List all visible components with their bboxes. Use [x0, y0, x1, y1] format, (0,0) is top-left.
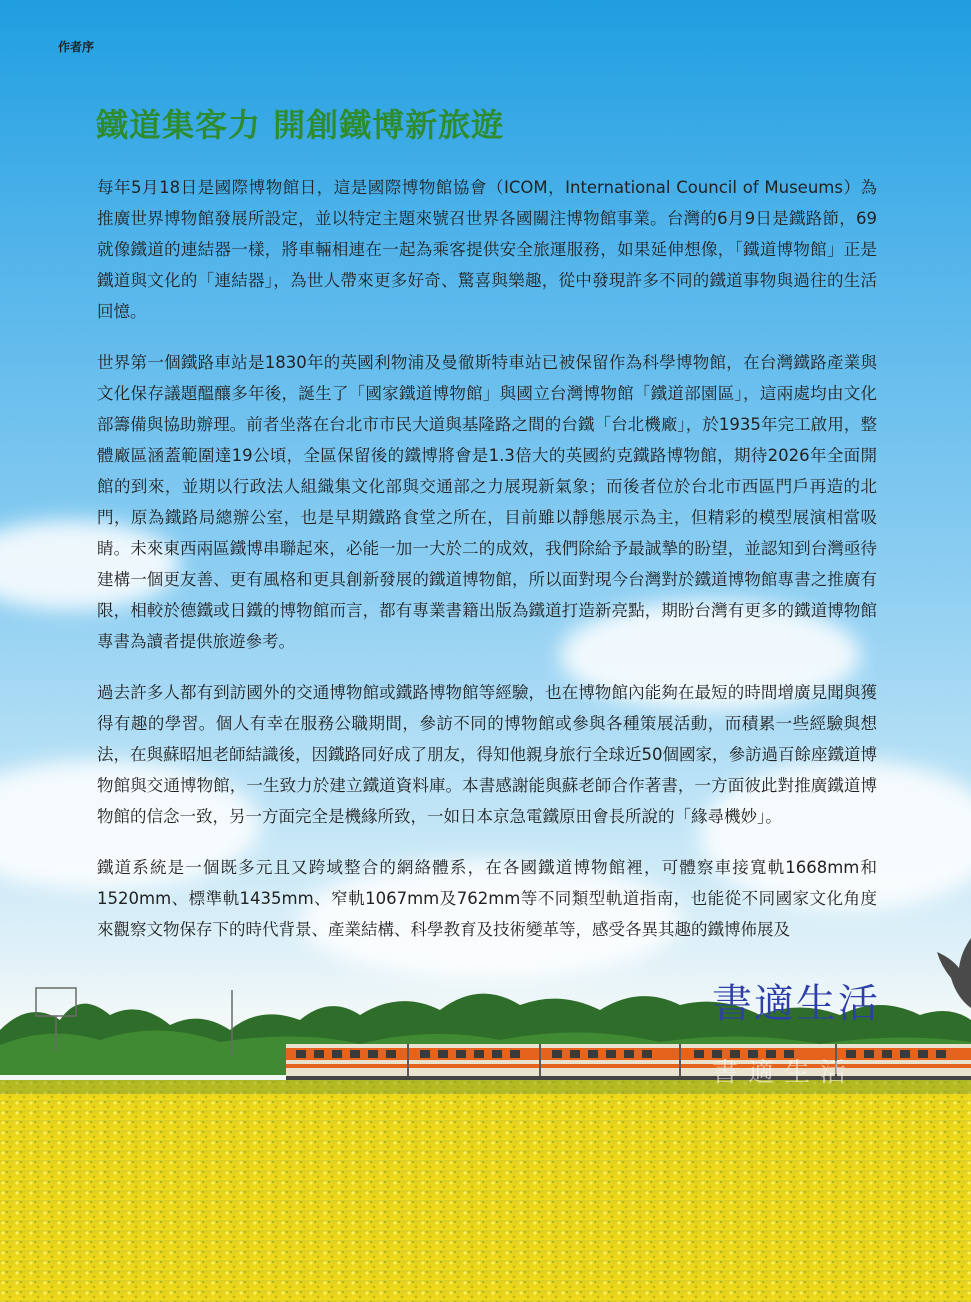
bird-silhouette-icon — [937, 938, 971, 1008]
rapeseed-field — [0, 1080, 971, 1302]
paragraph: 世界第一個鐵路車站是1830年的英國利物浦及曼徹斯特車站已被保留作為科學博物館，在台灣鐵路產業與文化保存議題醞釀多年後，誕生了「國家鐵道博物館」與國立台灣博物館「鐵道部園區」，這兩處均由文化部籌備與協助辦理。前者坐落在台北市市民大道與基隆路之間的台鐵「台北機廠」，於1935年完工啟用，整體廠區涵蓋範圍達19公頃，全區保留後的鐵博將會是1.3倍大的英國約克鐵路博物館，期待2026年全面開館的到來，並期以行政法人組織集文化部與交通部之力展現新氣象；而後者位於台北市西區門戶再造的北門，原為鐵路局總辦公室，也是早期鐵路食堂之所在，目前雖以靜態展示為主，但精彩的模型展演相當吸睛。未來東西兩區鐵博串聯起來，必能一加一大於二的成效，我們除給予最誠摯的盼望，並認知到台灣亟待建構一個更友善、更有風格和更具創新發展的鐵道博物館，所以面對現今台灣對於鐵道博物館專書之推廣有限，相較於德鐵或日鐵的博物館而言，都有專業書籍出版為鐵道打造新亮點，期盼台灣有更多的鐵道博物館專書為讀者提供旅遊參考。 — [97, 353, 877, 651]
train — [286, 1044, 971, 1080]
paragraph: 每年5月18日是國際博物館日，這是國際博物館協會（ICOM，International Council of Museums）為推廣世界博物館發展所設定，並以特定主題來號召世界各國關注博物館事業。台灣的6月9日是鐵路節，69就像鐵道的連結器一樣，將車輛相連在一起為乘客提供安全旅運服務，如果延伸想像，「鐵道博物館」正是鐵道與文化的「連結器」，為世人帶來更多好奇、驚喜與樂趣，從中發現許多不同的鐵道事物與過往的生活回憶。 — [97, 178, 877, 321]
article-title: 鐵道集客力 開創鐵博新旅遊 — [96, 106, 505, 144]
watermark-echo: 書適生活 — [712, 1058, 857, 1088]
paragraph: 過去許多人都有到訪國外的交通博物館或鐵路博物館等經驗，也在博物館內能夠在最短的時間增廣見聞與獲得有趣的學習。個人有幸在服務公職期間，參訪不同的博物館或參與各種策展活動，而積累一些經驗與想法，在與蘇昭旭老師結識後，因鐵路同好成了朋友，得知他親身旅行全球近50個國家，參訪過百餘座鐵道博物館與交通博物館，一生致力於建立鐵道資料庫。本書感謝能與蘇老師合作著書，一方面彼此對推廣鐵道博物館的信念一致，另一方面完全是機緣所致，一如日本京急電鐵原田會長所說的「緣尋機妙」。 — [97, 683, 877, 826]
watermark-text: 書適生活 — [712, 981, 880, 1027]
article-body — [97, 172, 877, 965]
paragraph: 鐵道系統是一個既多元且又跨域整合的網絡體系，在各國鐵道博物館裡，可體察車接寬軌1668mm和1520mm、標準軌1435mm、窄軌1067mm及762mm等不同類型軌道指南，也能從不同國家文化角度來觀察文物保存下的時代背景、產業結構、科學教育及技術變革等，感受各異其趣的鐵博佈展及 — [97, 858, 877, 939]
section-label: 作者序 — [58, 40, 95, 54]
